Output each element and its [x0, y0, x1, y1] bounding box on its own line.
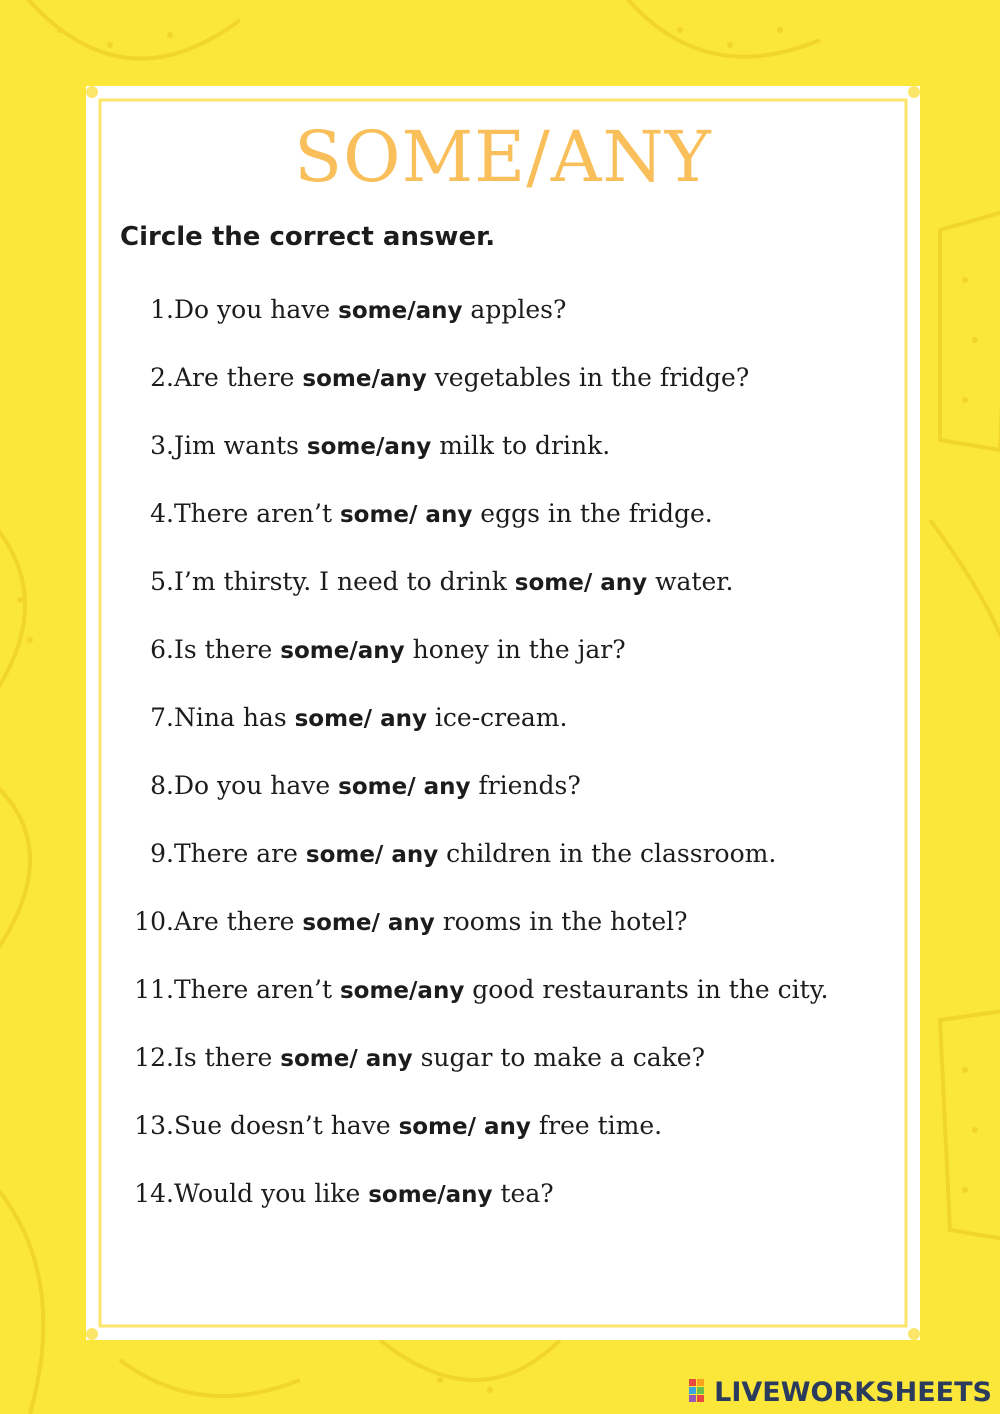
answer-choice[interactable]: some/ any — [302, 910, 435, 936]
exercise-item — [86, 1106, 920, 1146]
item-text-after: vegetables in the fridge? — [426, 363, 750, 392]
item-number: 2. — [150, 363, 174, 392]
answer-choice[interactable]: some/any — [302, 366, 427, 392]
liveworksheets-branding[interactable] — [688, 1374, 992, 1410]
item-text-before: Do you have — [174, 771, 339, 800]
answer-choice[interactable]: some/ any — [294, 706, 427, 732]
item-number: 6. — [150, 635, 174, 664]
exercise-item — [86, 630, 920, 670]
item-text-before: There aren’t — [174, 975, 340, 1004]
item-text-after: apples? — [462, 295, 567, 324]
exercise-item — [86, 358, 920, 398]
item-text-before: There are — [174, 839, 306, 868]
item-number: 4. — [150, 499, 174, 528]
item-number: 3. — [150, 431, 174, 460]
exercise-item — [86, 426, 920, 466]
liveworksheets-logo-icon — [688, 1377, 714, 1407]
item-text-after: free time. — [530, 1111, 663, 1140]
answer-choice[interactable]: some/ any — [514, 570, 648, 596]
item-text-before: Is there — [174, 635, 281, 664]
item-number: 12. — [134, 1043, 174, 1072]
item-number: 13. — [134, 1111, 174, 1140]
exercise-item — [86, 1038, 920, 1078]
exercise-item — [86, 970, 920, 1010]
item-text-after: good restaurants in the city. — [464, 975, 829, 1004]
exercise-item — [86, 290, 920, 330]
item-text-before: Do you have — [174, 295, 339, 324]
item-text-after: water. — [647, 567, 734, 596]
answer-choice[interactable]: some/ any — [398, 1114, 531, 1140]
answer-choice[interactable]: some/any — [338, 298, 463, 324]
item-text-after: tea? — [492, 1179, 554, 1208]
worksheet-card — [86, 86, 920, 1340]
item-text-after: eggs in the fridge. — [472, 499, 713, 528]
item-text-before: Would you like — [174, 1179, 369, 1208]
item-text-before: I’m thirsty. I need to drink — [174, 567, 515, 596]
exercise-item — [86, 902, 920, 942]
exercise-item — [86, 766, 920, 806]
answer-choice[interactable]: some/any — [368, 1182, 493, 1208]
item-text-after: ice-cream. — [426, 703, 568, 732]
item-text-after: friends? — [470, 771, 581, 800]
page-title: SOME/ANY — [294, 116, 712, 198]
item-text-before: Sue doesn’t have — [174, 1111, 399, 1140]
item-text-before: Are there — [174, 907, 303, 936]
item-text-before: There aren’t — [174, 499, 340, 528]
exercise-item — [86, 562, 920, 602]
answer-choice[interactable]: some/ any — [338, 774, 471, 800]
item-number: 11. — [134, 975, 174, 1004]
exercise-item — [86, 834, 920, 874]
item-number: 10. — [134, 907, 174, 936]
item-number: 5. — [150, 567, 174, 596]
item-number: 9. — [150, 839, 174, 868]
exercise-item — [86, 1174, 920, 1214]
answer-choice[interactable]: some/ any — [339, 502, 473, 528]
answer-choice[interactable]: some/any — [306, 434, 432, 460]
item-number: 14. — [134, 1179, 174, 1208]
item-number: 7. — [150, 703, 174, 732]
item-text-before: Is there — [174, 1043, 281, 1072]
answer-choice[interactable]: some/any — [339, 978, 465, 1004]
item-number: 8. — [150, 771, 174, 800]
item-text-before: Are there — [174, 363, 303, 392]
item-text-after: sugar to make a cake? — [412, 1043, 705, 1072]
item-text-after: rooms in the hotel? — [434, 907, 688, 936]
item-text-after: milk to drink. — [431, 431, 611, 460]
answer-choice[interactable]: some/ any — [305, 842, 439, 868]
item-number: 1. — [150, 295, 174, 324]
answer-choice[interactable]: some/any — [280, 638, 405, 664]
item-text-after: children in the classroom. — [438, 839, 777, 868]
item-text-before: Nina has — [174, 703, 295, 732]
instruction-text: Circle the correct answer. — [120, 222, 496, 252]
answer-choice[interactable]: some/ any — [280, 1046, 413, 1072]
item-text-before: Jim wants — [174, 431, 307, 460]
brand-text: LIVEWORKSHEETS — [714, 1376, 992, 1408]
exercise-item — [86, 494, 920, 534]
item-text-after: honey in the jar? — [404, 635, 626, 664]
exercise-item — [86, 698, 920, 738]
